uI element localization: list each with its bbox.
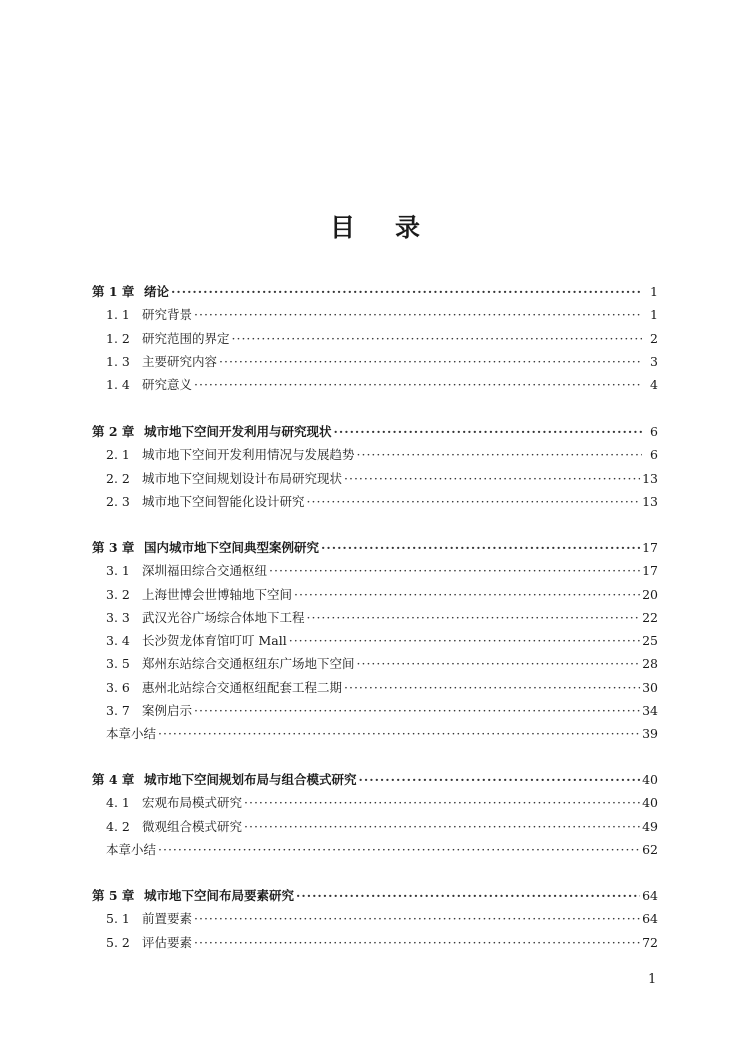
page-number: 17 xyxy=(642,540,658,555)
section-title: 研究范围的界定 xyxy=(142,330,230,346)
toc-chapter-4 xyxy=(92,768,658,861)
page-number: 2 xyxy=(650,330,658,346)
page-number: 72 xyxy=(642,934,658,950)
toc-entry-chapter[interactable] xyxy=(92,768,658,791)
page-number: 49 xyxy=(642,818,658,834)
dot-leader xyxy=(344,467,640,490)
section-title: 研究背景 xyxy=(142,307,193,323)
page-number: 39 xyxy=(642,726,658,742)
page-number: 62 xyxy=(642,841,658,857)
section-title: 宏观布局模式研究 xyxy=(142,795,243,811)
dot-leader xyxy=(289,629,640,652)
page-title xyxy=(0,208,750,244)
chapter-title: 城市地下空间布局要素研究 xyxy=(144,888,295,903)
dot-leader xyxy=(344,676,640,699)
dot-leader xyxy=(158,838,640,861)
dot-leader xyxy=(194,373,642,396)
dot-leader xyxy=(244,815,640,838)
toc-entry-chapter[interactable] xyxy=(92,280,658,303)
page-number: 64 xyxy=(642,911,658,927)
dot-leader xyxy=(307,490,641,513)
footer-page-number: 1 xyxy=(648,972,657,987)
toc-entry-summary[interactable] xyxy=(92,722,658,745)
section-number: 4. 1 xyxy=(106,795,130,811)
section-number: 3. 5 xyxy=(106,656,130,672)
section-number: 5. 1 xyxy=(106,911,130,927)
toc-entry-section[interactable] xyxy=(92,606,658,629)
section-number: 5. 2 xyxy=(106,934,130,950)
section-title: 评估要素 xyxy=(142,934,193,950)
dot-leader xyxy=(219,350,642,373)
page-number: 17 xyxy=(642,563,658,579)
chapter-title: 绪论 xyxy=(144,284,170,299)
section-title: 深圳福田综合交通枢纽 xyxy=(142,563,268,579)
page-number: 30 xyxy=(642,679,658,695)
title-char-1: 目 xyxy=(329,213,355,242)
toc-entry-section[interactable] xyxy=(92,907,658,930)
toc-entry-section[interactable] xyxy=(92,443,658,466)
summary-title: 本章小结 xyxy=(106,841,157,857)
toc-chapter-5 xyxy=(92,884,658,954)
toc-entry-section[interactable] xyxy=(92,815,658,838)
chapter-number: 第 4 章 xyxy=(92,772,135,787)
toc-entry-section[interactable] xyxy=(92,652,658,675)
chapter-number: 第 1 章 xyxy=(92,284,135,299)
page-number: 20 xyxy=(642,586,658,602)
toc-entry-section[interactable] xyxy=(92,699,658,722)
page-number: 4 xyxy=(650,377,658,393)
toc-chapter-1 xyxy=(92,280,658,396)
dot-leader xyxy=(232,327,642,350)
summary-title: 本章小结 xyxy=(106,726,157,742)
section-number: 3. 1 xyxy=(106,563,130,579)
toc-entry-chapter[interactable] xyxy=(92,884,658,907)
dot-leader xyxy=(307,606,641,629)
section-number: 3. 2 xyxy=(106,586,130,602)
toc-entry-section[interactable] xyxy=(92,467,658,490)
dot-leader xyxy=(158,722,640,745)
section-title: 城市地下空间开发利用情况与发展趋势 xyxy=(142,447,355,463)
dot-leader xyxy=(194,303,642,326)
section-title: 城市地下空间智能化设计研究 xyxy=(142,493,305,509)
page-number: 6 xyxy=(650,424,658,439)
section-number: 1. 3 xyxy=(106,353,130,369)
toc-entry-section[interactable] xyxy=(92,559,658,582)
dot-leader xyxy=(194,931,640,954)
toc-entry-chapter[interactable] xyxy=(92,420,658,443)
chapter-title: 城市地下空间开发利用与研究现状 xyxy=(144,424,332,439)
page-number: 1 xyxy=(650,307,658,323)
page-number: 34 xyxy=(642,703,658,719)
section-title: 主要研究内容 xyxy=(142,353,218,369)
toc-entry-section[interactable] xyxy=(92,303,658,326)
dot-leader xyxy=(244,791,640,814)
toc-chapter-3 xyxy=(92,536,658,746)
section-title: 研究意义 xyxy=(142,377,193,393)
section-number: 2. 3 xyxy=(106,493,130,509)
dot-leader xyxy=(321,536,640,559)
page-number: 28 xyxy=(642,656,658,672)
toc-entry-section[interactable] xyxy=(92,350,658,373)
chapter-title: 国内城市地下空间典型案例研究 xyxy=(144,540,320,555)
page-number: 40 xyxy=(642,772,658,787)
dot-leader xyxy=(357,443,642,466)
page-number: 40 xyxy=(642,795,658,811)
chapter-number: 第 3 章 xyxy=(92,540,135,555)
dot-leader xyxy=(334,420,642,443)
section-number: 1. 1 xyxy=(106,307,130,323)
section-title: 上海世博会世博轴地下空间 xyxy=(142,586,293,602)
section-number: 4. 2 xyxy=(106,818,130,834)
section-number: 3. 7 xyxy=(106,703,130,719)
toc-entry-section[interactable] xyxy=(92,327,658,350)
section-number: 3. 4 xyxy=(106,633,130,649)
page-number: 13 xyxy=(642,493,658,509)
section-number: 1. 4 xyxy=(106,377,130,393)
toc-entry-section[interactable] xyxy=(92,931,658,954)
title-char-2: 录 xyxy=(395,213,421,242)
section-title: 案例启示 xyxy=(142,703,193,719)
toc-entry-section[interactable] xyxy=(92,791,658,814)
dot-leader xyxy=(194,907,640,930)
section-number: 2. 2 xyxy=(106,470,130,486)
chapter-number: 第 5 章 xyxy=(92,888,135,903)
section-title: 武汉光谷广场综合体地下工程 xyxy=(142,609,305,625)
toc-entry-section[interactable] xyxy=(92,583,658,606)
section-title: 郑州东站综合交通枢纽东广场地下空间 xyxy=(142,656,355,672)
dot-leader xyxy=(171,280,642,303)
section-title: 前置要素 xyxy=(142,911,193,927)
page-number: 3 xyxy=(650,353,658,369)
page-number: 13 xyxy=(642,470,658,486)
page-number: 64 xyxy=(642,888,658,903)
section-title: 长沙贺龙体育馆叮叮 Mall xyxy=(142,633,287,649)
chapter-number: 第 2 章 xyxy=(92,424,135,439)
dot-leader xyxy=(296,884,640,907)
page-number: 22 xyxy=(642,609,658,625)
section-number: 2. 1 xyxy=(106,447,130,463)
toc-entry-section[interactable] xyxy=(92,373,658,396)
chapter-title: 城市地下空间规划布局与组合模式研究 xyxy=(144,772,357,787)
toc-entry-chapter[interactable] xyxy=(92,536,658,559)
section-number: 3. 6 xyxy=(106,679,130,695)
dot-leader xyxy=(269,559,640,582)
toc-entry-section[interactable] xyxy=(92,629,658,652)
section-number: 1. 2 xyxy=(106,330,130,346)
page-number: 6 xyxy=(650,447,658,463)
dot-leader xyxy=(359,768,641,791)
page-number: 1 xyxy=(650,284,658,299)
page-number: 25 xyxy=(642,633,658,649)
dot-leader xyxy=(294,583,640,606)
section-title: 微观组合模式研究 xyxy=(142,818,243,834)
toc-entry-summary[interactable] xyxy=(92,838,658,861)
toc-entry-section[interactable] xyxy=(92,490,658,513)
toc-entry-section[interactable] xyxy=(92,676,658,699)
dot-leader xyxy=(357,652,641,675)
toc-chapter-2 xyxy=(92,420,658,513)
section-title: 城市地下空间规划设计布局研究现状 xyxy=(142,470,343,486)
dot-leader xyxy=(194,699,640,722)
section-title: 惠州北站综合交通枢纽配套工程二期 xyxy=(142,679,343,695)
section-number: 3. 3 xyxy=(106,609,130,625)
